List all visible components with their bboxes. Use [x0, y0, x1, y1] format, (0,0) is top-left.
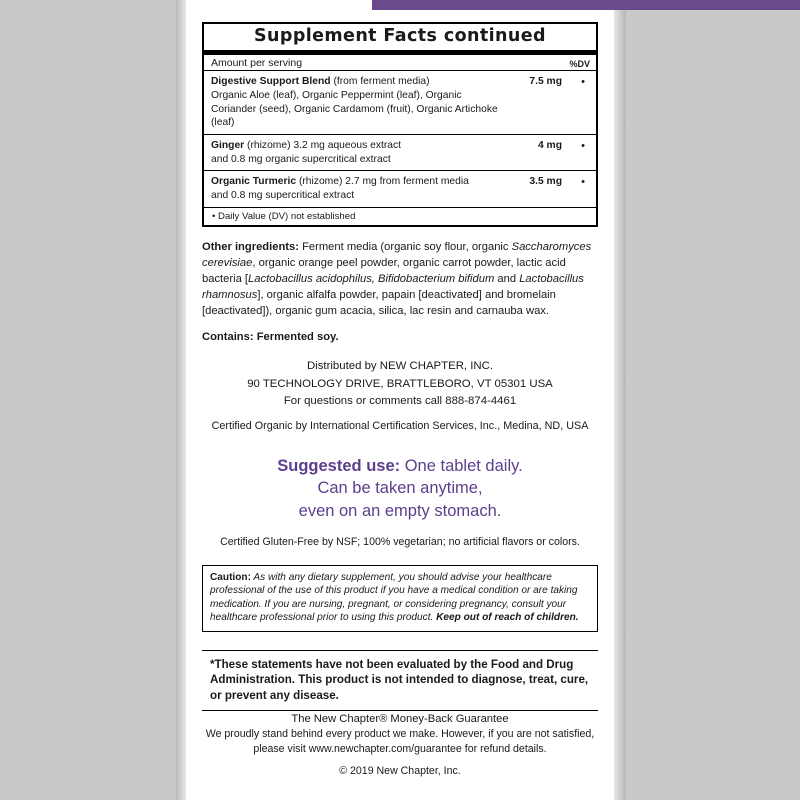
suggested-use-block: [202, 455, 598, 522]
distributor-block: [202, 358, 598, 411]
daily-value-footnote: • Daily Value (DV) not established: [212, 210, 356, 222]
supplement-facts-header-row: [204, 55, 596, 71]
distributor-line-2: 90 TECHNOLOGY DRIVE, BRATTLEBORO, VT 05301 USA: [247, 377, 553, 390]
row-detail: (from ferment media): [330, 76, 430, 88]
row-detail: (rhizome) 3.2 mg aqueous extract: [244, 140, 401, 151]
suggested-use-header: Suggested use:: [277, 457, 401, 475]
caution-label: Caution:: [210, 572, 251, 583]
row-amount: 7.5 mg: [529, 76, 562, 88]
copyright-line: © 2019 New Chapter, Inc.: [339, 765, 461, 777]
other-ingredients-label: Other ingredients:: [202, 241, 299, 253]
contains-statement: Contains: Fermented soy.: [202, 331, 339, 343]
row-name: Digestive Support Blend: [211, 76, 331, 88]
other-ingredients-italic-1: Saccharomyces cerevisiae: [202, 241, 592, 269]
box-right-edge: [612, 0, 626, 800]
guarantee-header: The New Chapter® Money-Back Guarantee: [291, 713, 509, 725]
row-amount: 3.5 mg: [529, 176, 562, 188]
fda-disclaimer: *These statements have not been evaluated by the Food and Drug Administration. This product is not intended to diagnose, treat, cure, or prevent any disease.: [202, 650, 598, 711]
supplement-row-organic-turmeric: [204, 171, 596, 207]
supplement-facts-title: Supplement Facts continued: [204, 24, 596, 55]
suggested-use-line-1: One tablet daily.: [400, 457, 523, 475]
row-detail: (rhizome) 2.7 mg from ferment media: [296, 176, 469, 188]
certified-organic-line: Certified Organic by International Certification Services, Inc., Medina, ND, USA: [211, 420, 589, 432]
row-dv: •: [581, 176, 585, 189]
percent-dv-label: %DV: [569, 59, 590, 70]
row-sub: and 0.8 mg supercritical extract: [211, 190, 355, 202]
other-ingredients-text-2: , organic orange peel powder, organic carrot powder, lactic acid bacteria [: [202, 256, 566, 285]
distributor-line-1: Distributed by NEW CHAPTER, INC.: [306, 360, 494, 372]
other-ingredients-paragraph: [202, 240, 598, 320]
row-sub: and 0.8 mg organic supercritical extract: [211, 153, 391, 165]
other-ingredients-text-3: and: [494, 272, 520, 285]
label-front-panel: [186, 0, 614, 800]
row-dv: •: [581, 76, 585, 89]
money-back-guarantee-block: [202, 712, 598, 757]
row-sub: Organic Aloe (leaf), Organic Peppermint (leaf), Organic Coriander (seed), Organic Cardamom (fruit), Organic Artichoke (leaf): [211, 89, 498, 129]
guarantee-body: We proudly stand behind every product we make. However, if you are not satisfied, please visit www.newchapter.com/guarantee for refund details.: [205, 728, 595, 756]
caution-text: As with any dietary supplement, you should advise your healthcare professional of the use of this product if you have a medical condition or are taking medication. If you are nursing, pregnant, or considering pregnancy, consult your healthcare professional prior to using this product.: [210, 572, 578, 624]
suggested-use-line-3: even on an empty stomach.: [298, 501, 502, 520]
amount-per-serving-label: Amount per serving: [211, 57, 303, 70]
suggested-use-line-2: Can be taken anytime,: [317, 479, 483, 498]
keep-out-of-reach-text: Keep out of reach of children.: [436, 612, 579, 624]
other-ingredients-italic-3: Lactobacillus rhamnosus: [202, 272, 584, 301]
supplement-row-digestive-support-blend: [204, 71, 596, 135]
caution-box: [202, 565, 598, 632]
other-ingredients-text-4: ], organic alfalfa powder, papain [deactivated] and bromelain [deactivated]), organic gum acacia, silica, lac resin and carnauba wax.: [202, 288, 556, 317]
row-amount: 4 mg: [537, 140, 562, 151]
other-ingredients-italic-2: Lactobacillus acidophilus, Bifidobacterium bifidum: [248, 272, 495, 285]
other-ingredients-text-1: Ferment media (organic soy flour, organic: [298, 241, 512, 253]
gluten-free-line: Certified Gluten-Free by NSF; 100% vegetarian; no artificial flavors or colors.: [220, 536, 580, 548]
row-name: Ginger: [211, 140, 245, 151]
supplement-facts-panel: [202, 22, 598, 227]
row-dv: •: [581, 140, 585, 152]
row-name: Organic Turmeric: [211, 176, 297, 188]
supplement-row-ginger: [204, 135, 596, 171]
distributor-phone-line: For questions or comments call 888-874-4461: [283, 395, 517, 408]
